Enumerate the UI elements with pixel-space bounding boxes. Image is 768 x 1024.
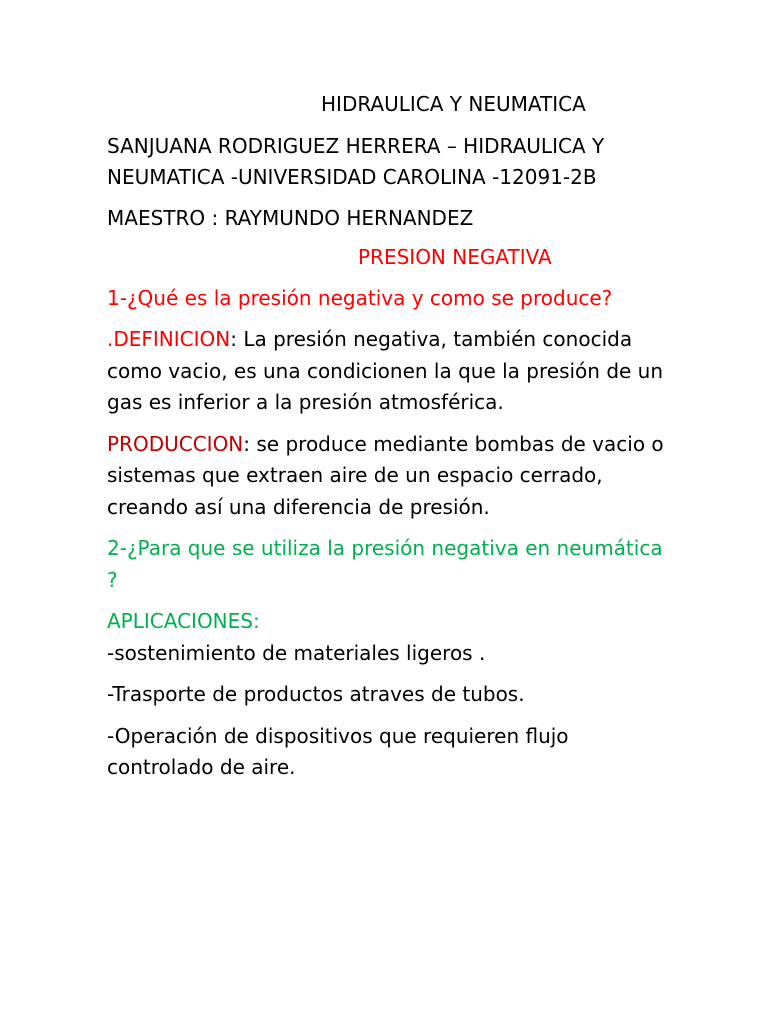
production-paragraph: [107, 429, 667, 524]
production-label: PRODUCCION: [107, 431, 244, 456]
author-line: SANJUANA RODRIGUEZ HERRERA – HIDRAULICA Y NEUMATICA -UNIVERSIDAD CAROLINA -12091-2B: [107, 133, 605, 189]
definition-paragraph: [107, 324, 667, 419]
applications-heading: APLICACIONES:: [107, 609, 260, 633]
question-1: 1-¿Qué es la presión negativa y como se produce?: [107, 285, 613, 310]
definition-text: : La presión negativa, también conocida como vacio, es una condicionen la que la presión de un gas es inferior a la presión atmosférica.: [107, 327, 664, 414]
production-text: : se produce mediante bombas de vacio o sistemas que extraen aire de un espacio cerrado, creando así una diferencia de presión.: [107, 431, 664, 519]
document-title: HIDRAULICA Y NEUMATICA: [321, 92, 586, 116]
topic-heading: PRESION NEGATIVA: [358, 245, 552, 269]
application-item: -Operación de dispositivos que requieren flujo controlado de aire.: [107, 723, 569, 779]
application-item: -sostenimiento de materiales ligeros .: [107, 640, 486, 665]
definition-label: .DEFINICION: [107, 327, 231, 351]
question-2: 2-¿Para que se utiliza la presión negativa en neumática ?: [107, 536, 663, 592]
document-body: [107, 89, 667, 794]
application-item: -Trasporte de productos atraves de tubos.: [107, 682, 525, 706]
teacher-line: MAESTRO : RAYMUNDO HERNANDEZ: [107, 205, 474, 230]
